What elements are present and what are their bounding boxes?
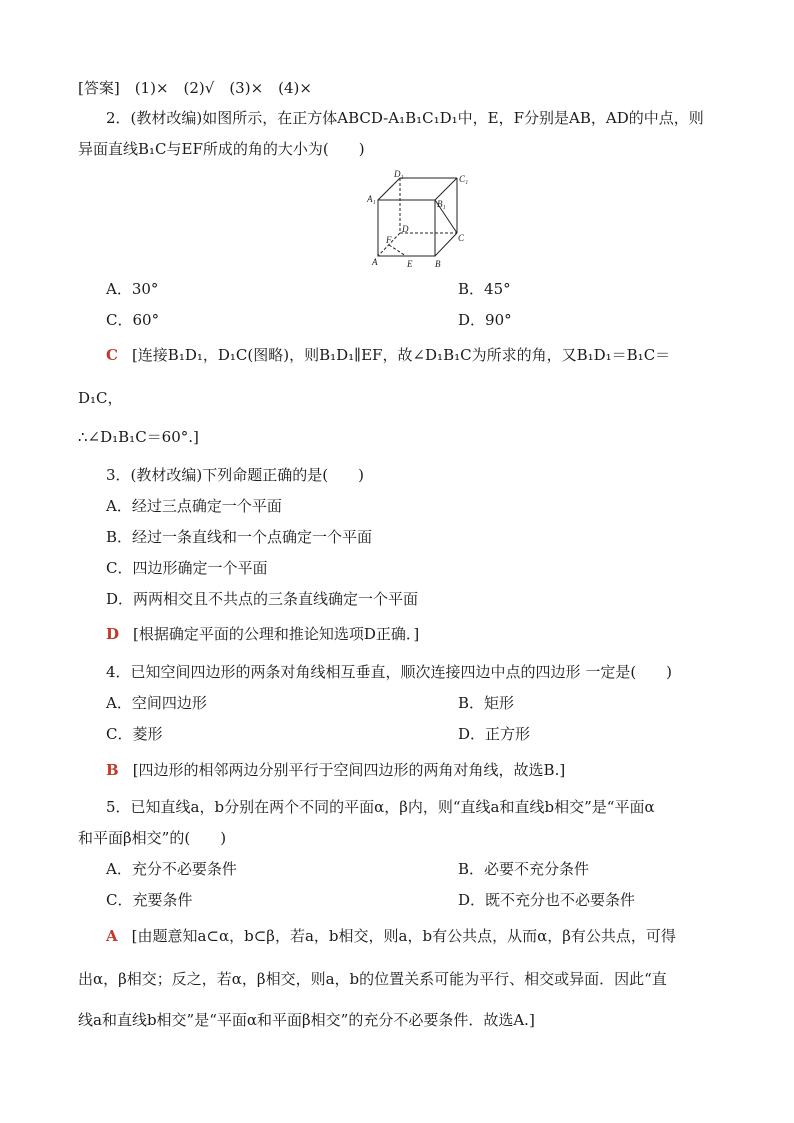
q4-answer-letter: B	[106, 761, 119, 779]
q3-explanation	[106, 624, 754, 644]
label-f: F	[386, 235, 392, 245]
q4-options-row1	[106, 693, 754, 713]
q5-option-c: C．充要条件	[106, 891, 193, 909]
label-b1: B₁	[437, 199, 446, 209]
edge-d1a1	[378, 178, 400, 200]
q3-option-d: D．两两相交且不共点的三条直线确定一个平面	[106, 590, 419, 608]
q2-explanation-text1: [连接B₁D₁，D₁C(图略)，则B₁D₁∥EF，故∠D₁B₁C为所求的角，又B₁D₁＝B₁C＝	[131, 346, 671, 364]
q4-option-d: D．正方形	[458, 725, 531, 743]
edge-bc	[435, 233, 457, 256]
q3-explanation-text: [根据确定平面的公理和推论知选项D正确．]	[133, 625, 420, 643]
q5-option-d: D．既不充分也不必要条件	[458, 891, 636, 909]
segment-ef	[389, 245, 406, 256]
q4-option-b: B．矩形	[458, 694, 515, 712]
answer-line: [答案] (1)× (2)√ (3)× (4)×	[78, 79, 312, 97]
label-a: A	[372, 257, 378, 267]
q2-options-row1	[106, 279, 754, 299]
q2-option-b: B．45°	[458, 280, 511, 298]
q5-options-row2	[106, 890, 754, 910]
label-e: E	[407, 259, 413, 269]
q2-explanation-line3: ∴∠D₁B₁C＝60°.]	[78, 428, 199, 446]
q3-option-b: B．经过一条直线和一个点确定一个平面	[106, 528, 373, 546]
label-a1: A₁	[367, 194, 376, 204]
q5-stem-line1: 5．已知直线a，b分别在两个不同的平面α，β内，则“直线a和直线b相交”是“平面α	[106, 798, 655, 816]
q2-options-row2	[106, 310, 754, 330]
q4-option-a: A．空间四边形	[106, 694, 207, 712]
q3-stem: 3．(教材改编)下列命题正确的是( )	[106, 466, 364, 484]
q5-explanation-text1: [由题意知a⊂α，b⊂β，若a，b相交，则a，b有公共点，从而α，β有公共点，可得	[131, 927, 676, 945]
label-c1: C₁	[459, 174, 469, 184]
q2-option-a: A．30°	[106, 280, 159, 298]
q2-stem-line1: 2．(教材改编)如图所示，在正方体ABCD-A₁B₁C₁D₁中，E，F分别是AB，AD的中点，则	[106, 109, 704, 127]
cube-figure	[362, 170, 472, 270]
q2-explanation-line1	[106, 345, 754, 365]
q2-answer-letter: C	[106, 346, 118, 364]
label-c: C	[458, 233, 465, 243]
q2-option-c: C．60°	[106, 311, 160, 329]
q2-stem-line2: 异面直线B₁C与EF所成的角的大小为( )	[78, 140, 365, 158]
q5-explanation-line3: 线a和直线b相交”是“平面α和平面β相交”的充分不必要条件．故选A.]	[78, 1011, 535, 1029]
q5-explanation-line1	[106, 926, 754, 946]
edge-c1b1	[435, 178, 457, 200]
q5-stem-line2: 和平面β相交”的( )	[78, 829, 227, 847]
q5-options-row1	[106, 859, 754, 879]
q4-stem: 4．已知空间四边形的两条对角线相互垂直，顺次连接四边中点的四边形 一定是( )	[106, 663, 673, 681]
q4-explanation-text: [四边形的相邻两边分别平行于空间四边形的两角对角线，故选B.]	[132, 761, 566, 779]
label-d: D	[402, 224, 409, 234]
q2-option-d: D．90°	[458, 311, 512, 329]
q5-option-a: A．充分不必要条件	[106, 860, 237, 878]
q5-answer-letter: A	[106, 927, 118, 945]
q4-options-row2	[106, 724, 754, 744]
q4-option-c: C．菱形	[106, 725, 163, 743]
label-b: B	[435, 259, 441, 269]
q3-answer-letter: D	[106, 625, 120, 643]
q5-explanation-line2: 出α，β相交；反之，若α，β相交，则a，b的位置关系可能为平行、相交或异面．因此“直	[78, 970, 667, 988]
q2-explanation-line2: D₁C，	[78, 389, 123, 407]
label-d1: D₁	[394, 170, 404, 179]
q4-explanation	[106, 760, 754, 780]
q5-option-b: B．必要不充分条件	[458, 860, 590, 878]
q3-option-a: A．经过三点确定一个平面	[106, 497, 282, 515]
q3-option-c: C．四边形确定一个平面	[106, 559, 268, 577]
